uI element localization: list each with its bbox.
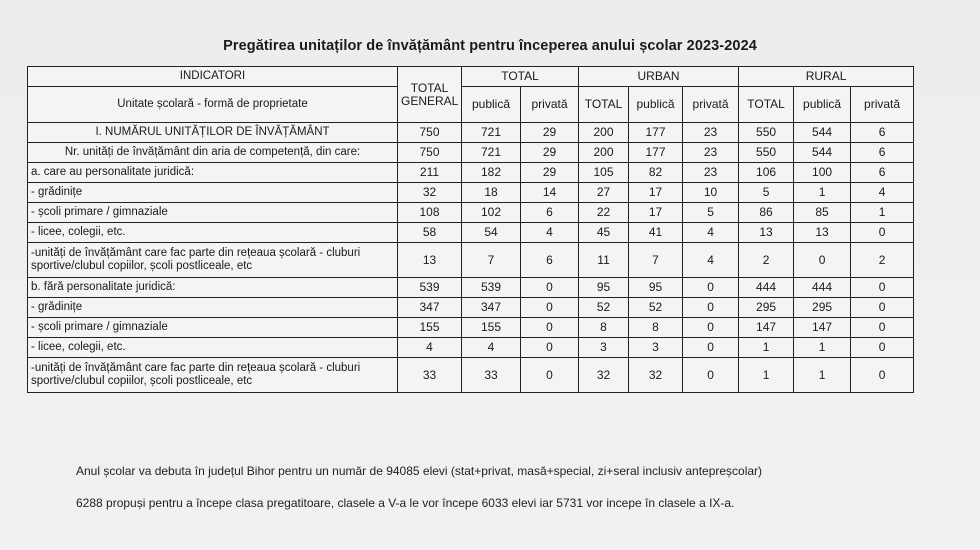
table-row bbox=[28, 223, 914, 243]
indicator-label: - licee, colegii, etc. bbox=[28, 338, 398, 358]
value-cell: 6 bbox=[521, 203, 579, 223]
value-cell: 52 bbox=[629, 298, 683, 318]
value-cell: 10 bbox=[683, 183, 739, 203]
header-urban: URBAN bbox=[579, 67, 739, 87]
value-cell: 8 bbox=[629, 318, 683, 338]
value-cell: 29 bbox=[521, 143, 579, 163]
table-row bbox=[28, 278, 914, 298]
value-cell: 347 bbox=[398, 298, 462, 318]
header-rural-publica: publică bbox=[794, 87, 851, 123]
value-cell: 444 bbox=[794, 278, 851, 298]
header-urban-publica: publică bbox=[629, 87, 683, 123]
table-row bbox=[28, 358, 914, 393]
table-row bbox=[28, 183, 914, 203]
value-cell: 444 bbox=[739, 278, 794, 298]
table-body bbox=[28, 123, 914, 393]
header-total-privata: privată bbox=[521, 87, 579, 123]
value-cell: 1 bbox=[851, 203, 914, 223]
value-cell: 211 bbox=[398, 163, 462, 183]
value-cell: 147 bbox=[794, 318, 851, 338]
value-cell: 13 bbox=[794, 223, 851, 243]
value-cell: 23 bbox=[683, 123, 739, 143]
value-cell: 7 bbox=[462, 243, 521, 278]
value-cell: 6 bbox=[851, 143, 914, 163]
value-cell: 5 bbox=[683, 203, 739, 223]
value-cell: 32 bbox=[579, 358, 629, 393]
value-cell: 85 bbox=[794, 203, 851, 223]
value-cell: 4 bbox=[462, 338, 521, 358]
value-cell: 95 bbox=[629, 278, 683, 298]
value-cell: 105 bbox=[579, 163, 629, 183]
value-cell: 0 bbox=[521, 358, 579, 393]
value-cell: 2 bbox=[739, 243, 794, 278]
header-total-publica: publică bbox=[462, 87, 521, 123]
value-cell: 0 bbox=[521, 298, 579, 318]
value-cell: 550 bbox=[739, 143, 794, 163]
indicator-label: - grădinițe bbox=[28, 183, 398, 203]
value-cell: 2 bbox=[851, 243, 914, 278]
value-cell: 177 bbox=[629, 123, 683, 143]
value-cell: 544 bbox=[794, 143, 851, 163]
value-cell: 45 bbox=[579, 223, 629, 243]
value-cell: 32 bbox=[398, 183, 462, 203]
value-cell: 4 bbox=[683, 243, 739, 278]
value-cell: 0 bbox=[683, 338, 739, 358]
value-cell: 0 bbox=[851, 298, 914, 318]
table-row bbox=[28, 123, 914, 143]
value-cell: 539 bbox=[398, 278, 462, 298]
header-unitate: Unitate școlară - formă de proprietate bbox=[28, 87, 398, 123]
value-cell: 82 bbox=[629, 163, 683, 183]
value-cell: 182 bbox=[462, 163, 521, 183]
value-cell: 3 bbox=[629, 338, 683, 358]
value-cell: 33 bbox=[398, 358, 462, 393]
value-cell: 4 bbox=[851, 183, 914, 203]
indicator-label: b. fără personalitate juridică: bbox=[28, 278, 398, 298]
value-cell: 33 bbox=[462, 358, 521, 393]
value-cell: 347 bbox=[462, 298, 521, 318]
value-cell: 721 bbox=[462, 143, 521, 163]
value-cell: 54 bbox=[462, 223, 521, 243]
table-row bbox=[28, 298, 914, 318]
value-cell: 295 bbox=[794, 298, 851, 318]
value-cell: 27 bbox=[579, 183, 629, 203]
value-cell: 750 bbox=[398, 123, 462, 143]
value-cell: 0 bbox=[521, 318, 579, 338]
header-row-1 bbox=[28, 67, 914, 87]
table-row bbox=[28, 318, 914, 338]
header-rural: RURAL bbox=[739, 67, 914, 87]
value-cell: 4 bbox=[398, 338, 462, 358]
value-cell: 1 bbox=[794, 358, 851, 393]
header-total: TOTAL bbox=[462, 67, 579, 87]
table-row bbox=[28, 203, 914, 223]
page-title: Pregătirea unitaților de învățământ pentru începerea anului școlar 2023-2024 bbox=[223, 38, 757, 54]
value-cell: 100 bbox=[794, 163, 851, 183]
value-cell: 1 bbox=[794, 183, 851, 203]
indicator-label: a. care au personalitate juridică: bbox=[28, 163, 398, 183]
value-cell: 200 bbox=[579, 143, 629, 163]
value-cell: 0 bbox=[683, 318, 739, 338]
value-cell: 11 bbox=[579, 243, 629, 278]
table-row bbox=[28, 163, 914, 183]
value-cell: 41 bbox=[629, 223, 683, 243]
value-cell: 102 bbox=[462, 203, 521, 223]
value-cell: 0 bbox=[521, 278, 579, 298]
indicator-label: Nr. unități de învățământ din aria de competență, din care: bbox=[28, 143, 398, 163]
value-cell: 23 bbox=[683, 163, 739, 183]
value-cell: 200 bbox=[579, 123, 629, 143]
header-row-2 bbox=[28, 87, 914, 123]
value-cell: 95 bbox=[579, 278, 629, 298]
value-cell: 8 bbox=[579, 318, 629, 338]
indicator-label: - școli primare / gimnaziale bbox=[28, 203, 398, 223]
value-cell: 147 bbox=[739, 318, 794, 338]
value-cell: 14 bbox=[521, 183, 579, 203]
header-indicatori: INDICATORI bbox=[28, 67, 398, 87]
value-cell: 155 bbox=[462, 318, 521, 338]
value-cell: 17 bbox=[629, 183, 683, 203]
header-rural-total: TOTAL bbox=[739, 87, 794, 123]
value-cell: 4 bbox=[683, 223, 739, 243]
value-cell: 295 bbox=[739, 298, 794, 318]
statistics-table bbox=[27, 66, 914, 393]
value-cell: 13 bbox=[398, 243, 462, 278]
value-cell: 6 bbox=[851, 163, 914, 183]
table-row bbox=[28, 243, 914, 278]
value-cell: 0 bbox=[851, 338, 914, 358]
indicator-label: - grădinițe bbox=[28, 298, 398, 318]
value-cell: 721 bbox=[462, 123, 521, 143]
header-total-general: TOTAL GENERAL bbox=[398, 67, 462, 123]
value-cell: 22 bbox=[579, 203, 629, 223]
value-cell: 0 bbox=[851, 318, 914, 338]
header-rural-privata: privată bbox=[851, 87, 914, 123]
indicator-label: -unități de învățământ care fac parte din rețeaua școlară - cluburi sportive/clubul copiilor, școli postliceale, etc bbox=[28, 243, 398, 278]
value-cell: 108 bbox=[398, 203, 462, 223]
value-cell: 1 bbox=[739, 358, 794, 393]
value-cell: 544 bbox=[794, 123, 851, 143]
value-cell: 32 bbox=[629, 358, 683, 393]
value-cell: 0 bbox=[683, 358, 739, 393]
value-cell: 1 bbox=[739, 338, 794, 358]
value-cell: 155 bbox=[398, 318, 462, 338]
indicator-label: - licee, colegii, etc. bbox=[28, 223, 398, 243]
value-cell: 1 bbox=[794, 338, 851, 358]
indicator-label: -unități de învățământ care fac parte din rețeaua școlară - cluburi sportive/clubul copiilor, școli postliceale, etc bbox=[28, 358, 398, 393]
header-urban-privata: privată bbox=[683, 87, 739, 123]
value-cell: 539 bbox=[462, 278, 521, 298]
value-cell: 0 bbox=[683, 278, 739, 298]
value-cell: 58 bbox=[398, 223, 462, 243]
value-cell: 17 bbox=[629, 203, 683, 223]
table-row bbox=[28, 143, 914, 163]
value-cell: 23 bbox=[683, 143, 739, 163]
value-cell: 7 bbox=[629, 243, 683, 278]
footer-note-students: Anul școlar va debuta în județul Bihor pentru un număr de 94085 elevi (stat+privat, masă+special, zi+seral inclusiv antepreșcolar) bbox=[76, 464, 763, 478]
value-cell: 0 bbox=[521, 338, 579, 358]
value-cell: 106 bbox=[739, 163, 794, 183]
value-cell: 18 bbox=[462, 183, 521, 203]
value-cell: 0 bbox=[851, 223, 914, 243]
value-cell: 4 bbox=[521, 223, 579, 243]
header-urban-total: TOTAL bbox=[579, 87, 629, 123]
value-cell: 750 bbox=[398, 143, 462, 163]
table-row bbox=[28, 338, 914, 358]
value-cell: 0 bbox=[683, 298, 739, 318]
value-cell: 86 bbox=[739, 203, 794, 223]
indicator-label: I. NUMĂRUL UNITĂȚILOR DE ÎNVĂȚĂMÂNT bbox=[28, 123, 398, 143]
value-cell: 550 bbox=[739, 123, 794, 143]
value-cell: 5 bbox=[739, 183, 794, 203]
value-cell: 0 bbox=[851, 278, 914, 298]
value-cell: 29 bbox=[521, 163, 579, 183]
value-cell: 3 bbox=[579, 338, 629, 358]
value-cell: 29 bbox=[521, 123, 579, 143]
value-cell: 6 bbox=[521, 243, 579, 278]
value-cell: 177 bbox=[629, 143, 683, 163]
value-cell: 13 bbox=[739, 223, 794, 243]
value-cell: 0 bbox=[851, 358, 914, 393]
indicator-label: - școli primare / gimnaziale bbox=[28, 318, 398, 338]
value-cell: 0 bbox=[794, 243, 851, 278]
value-cell: 6 bbox=[851, 123, 914, 143]
value-cell: 52 bbox=[579, 298, 629, 318]
footer-note-classes: 6288 propuși pentru a începe clasa pregatitoare, clasele a V-a le vor începe 6033 elevi iar 5731 vor incepe în clasele a IX-a. bbox=[76, 496, 735, 510]
